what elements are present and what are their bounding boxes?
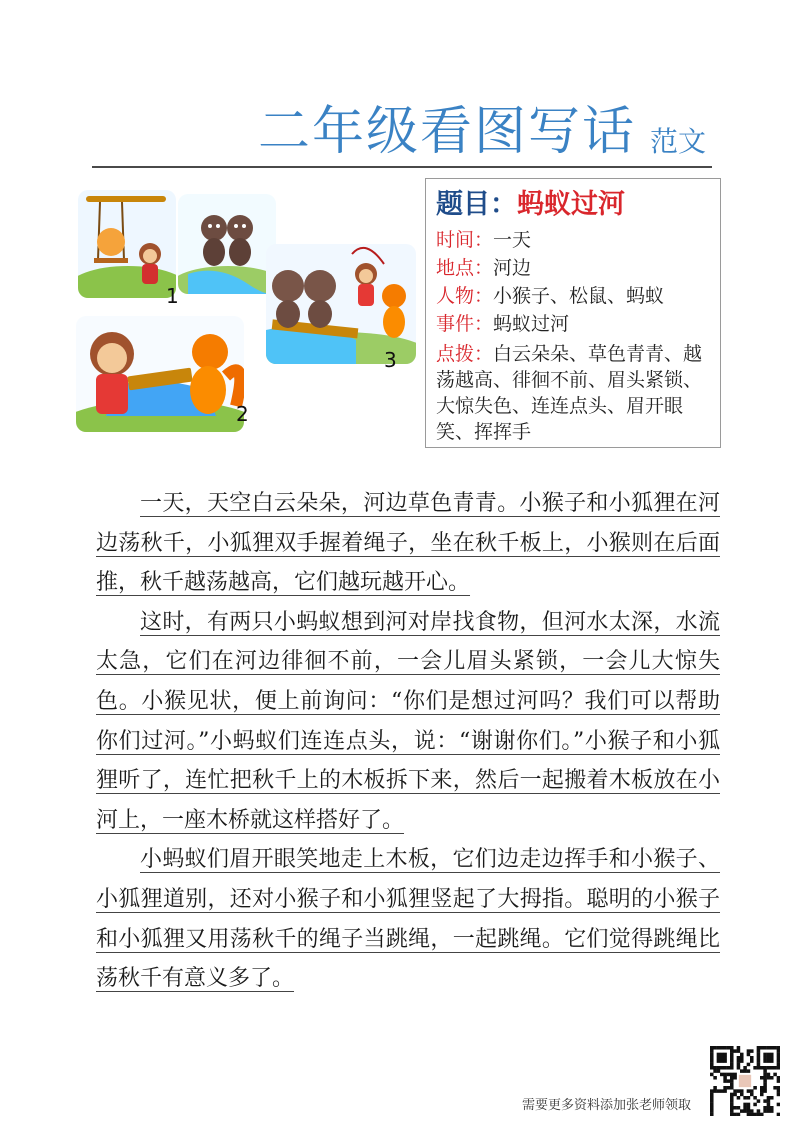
info-row-place [436,255,716,281]
page-title: 二年级看图写话 [258,102,637,162]
qr-code-graphic [710,1046,780,1116]
illustration-panel-ants [178,194,276,294]
info-value-place: 河边 [493,257,532,279]
swing-scene-image [78,190,176,298]
info-row-event [436,311,716,337]
illustration-panel-3 [266,244,416,364]
info-box [425,178,721,448]
topic-line [436,185,625,225]
illustration-panel-1 [78,190,176,298]
plank-scene-image [76,316,244,432]
topic-value: 蚂蚁过河 [517,189,625,220]
essay-paragraph [96,840,720,998]
info-key-time: 时间： [436,229,494,251]
essay-paragraph-text: 这时，有两只小蚂蚁想到河对岸找食物，但河水太深，水流太急，它们在河边徘徊不前，一会儿眉头紧锁，一会儿大惊失色。小猴见状，便上前询问：“你们是想过河吗？我们可以帮助你们过河。”小蚂蚁们连连点头，说：“谢谢你们。”小猴子和小狐狸听了，连忙把秋千上的木板拆下来，然后一起搬着木板放在小河上，一座木桥就这样搭好了。 [96,609,720,833]
panel-number-1: 1 [166,284,179,308]
essay-body [96,484,720,999]
title-divider [92,166,712,168]
info-key-event: 事件： [436,313,494,335]
page-title-suffix: 范文 [650,125,707,158]
essay-paragraph [96,603,720,841]
info-value-time: 一天 [493,229,532,251]
essay-paragraph-text: 一天，天空白云朵朵，河边草色青青。小猴子和小狐狸在河边荡秋千，小狐狸双手握着绳子，坐在秋千板上，小猴则在后面推，秋千越荡越高，它们越玩越开心。 [96,491,720,596]
info-key-place: 地点： [436,257,494,279]
panel-number-3: 3 [384,348,397,372]
panel-number-2: 2 [236,402,249,426]
info-value-hint: 白云朵朵、草色青青、越荡越高、徘徊不前、眉头紧锁、大惊失色、连连点头、眉开眼笑、挥挥手 [436,343,703,443]
qr-code-icon [710,1046,780,1116]
essay-paragraph-text: 小蚂蚁们眉开眼笑地走上木板，它们边走边挥手和小猴子、小狐狸道别，还对小猴子和小狐狸竖起了大拇指。聪明的小猴子和小狐狸又用荡秋千的绳子当跳绳，一起跳绳。它们觉得跳绳比荡秋千有意义多了。 [96,847,720,992]
info-value-event: 蚂蚁过河 [493,313,570,335]
illustration-panel-2 [76,316,244,432]
ants-scene-image [178,194,276,294]
info-row-hint [436,341,716,445]
illustration-area [74,180,419,440]
bridge-scene-image [266,244,416,364]
info-key-hint: 点拨： [436,343,494,365]
info-value-characters: 小猴子、松鼠、蚂蚁 [493,285,665,307]
info-key-characters: 人物： [436,285,494,307]
essay-paragraph [96,484,720,603]
topic-label: 题目： [436,189,517,220]
footer-note: 需要更多资料添加张老师领取 [522,1098,692,1113]
info-row-characters [436,283,716,309]
info-row-time [436,227,716,253]
